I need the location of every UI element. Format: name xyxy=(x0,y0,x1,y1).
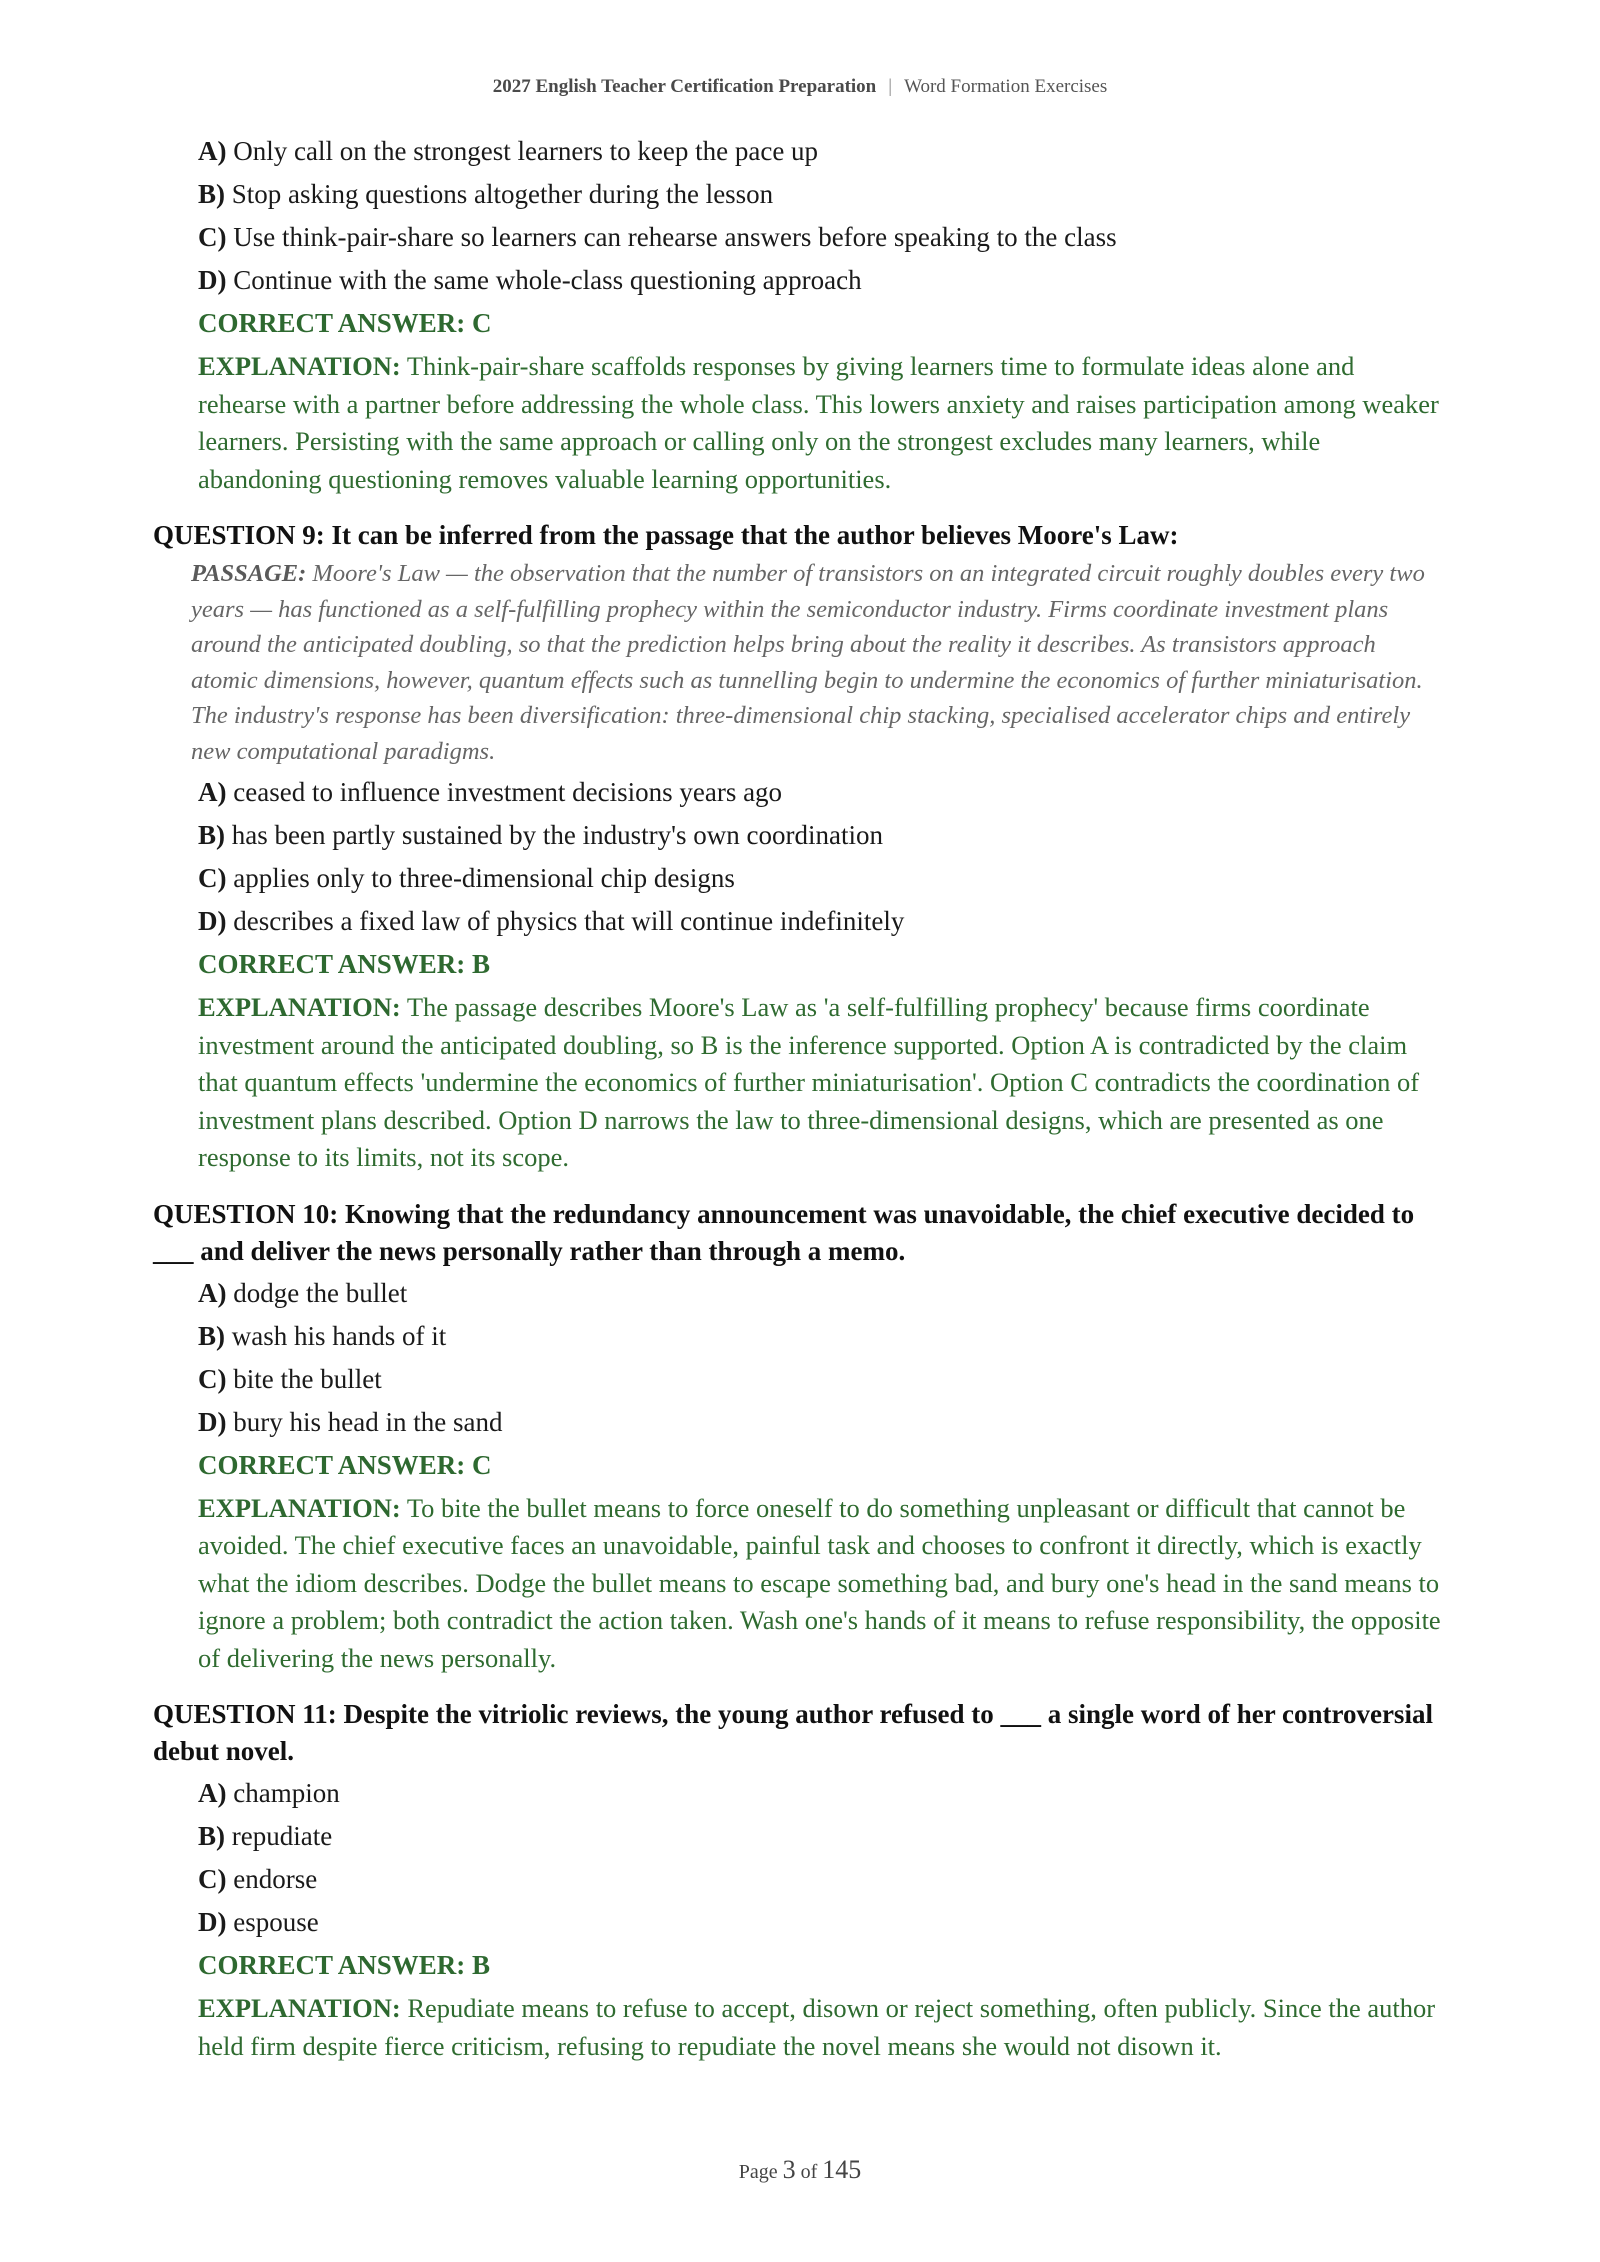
option-letter: C) xyxy=(198,863,227,893)
option-text: has been partly sustained by the industry's own coordination xyxy=(231,820,883,850)
answer-option xyxy=(198,134,1443,177)
explanation xyxy=(198,1490,1443,1678)
explanation-label: EXPLANATION: xyxy=(198,1492,401,1523)
option-text: describes a fixed law of physics that will continue indefinitely xyxy=(233,906,905,936)
total-pages: 145 xyxy=(822,2155,862,2184)
answer-option xyxy=(198,220,1443,263)
option-letter: B) xyxy=(198,1821,225,1851)
option-letter: D) xyxy=(198,1907,227,1937)
answer-option xyxy=(198,818,1443,861)
option-text: Continue with the same whole-class questioning approach xyxy=(233,265,862,295)
option-letter: D) xyxy=(198,265,227,295)
option-letter: C) xyxy=(198,1363,227,1394)
answer-option xyxy=(198,1276,1443,1319)
option-letter: D) xyxy=(198,1406,227,1437)
answer-option xyxy=(198,904,1443,947)
header-title: 2027 English Teacher Certification Preparation xyxy=(492,76,877,97)
correct-answer: CORRECT ANSWER: C xyxy=(198,1449,492,1480)
answer-option xyxy=(198,1776,1443,1819)
option-text: Use think-pair-share so learners can rehearse answers before speaking to the class xyxy=(233,222,1117,252)
page-footer xyxy=(0,2155,1600,2185)
question-heading: QUESTION 11: Despite the vitriolic reviews, the young author refused to ___ a single word of her controversial debut novel. xyxy=(153,1699,1433,1766)
answer-option xyxy=(198,1862,1443,1905)
answer-option xyxy=(198,1905,1443,1948)
passage-label: PASSAGE: xyxy=(191,560,307,587)
explanation xyxy=(198,348,1443,498)
explanation-text: Repudiate means to refuse to accept, disown or reject something, often publicly. Since the author held firm despite fierce criticism, refusing to repudiate the novel means she would not disown it. xyxy=(198,1993,1436,2061)
option-text: Only call on the strongest learners to keep the pace up xyxy=(233,136,819,166)
option-text: wash his hands of it xyxy=(231,1320,447,1351)
option-text: bury his head in the sand xyxy=(233,1406,503,1437)
option-text: bite the bullet xyxy=(233,1363,382,1394)
correct-answer: CORRECT ANSWER: B xyxy=(198,949,491,979)
answer-option xyxy=(198,1362,1443,1405)
explanation-label: EXPLANATION: xyxy=(198,1993,401,2023)
option-text: espouse xyxy=(233,1907,319,1937)
option-text: champion xyxy=(233,1778,340,1808)
option-letter: A) xyxy=(198,777,227,807)
page-content xyxy=(153,134,1443,2065)
correct-answer: CORRECT ANSWER: B xyxy=(198,1950,491,1980)
answer-option xyxy=(198,177,1443,220)
option-text: Stop asking questions altogether during the lesson xyxy=(231,179,774,209)
option-text: applies only to three-dimensional chip designs xyxy=(233,863,735,893)
option-letter: B) xyxy=(198,820,225,850)
option-text: dodge the bullet xyxy=(233,1277,408,1308)
explanation-text: Think-pair-share scaffolds responses by giving learners time to formulate ideas alone and rehearse with a partner before addressing the whole class. This lowers anxiety and raises participation among weaker learners. Persisting with the same approach or calling only on the strongest excludes many learners, while abandoning questioning removes valuable learning opportunities. xyxy=(198,351,1439,494)
answer-option xyxy=(198,1319,1443,1362)
option-letter: A) xyxy=(198,136,227,166)
option-text: endorse xyxy=(233,1864,318,1894)
answer-option xyxy=(198,861,1443,904)
running-header xyxy=(0,76,1600,98)
option-letter: C) xyxy=(198,1864,227,1894)
answer-option xyxy=(198,1405,1443,1448)
explanation xyxy=(198,989,1443,1177)
option-letter: D) xyxy=(198,906,227,936)
header-separator: | xyxy=(888,76,893,97)
option-letter: A) xyxy=(198,1778,227,1808)
correct-answer: CORRECT ANSWER: C xyxy=(198,308,492,338)
explanation-label: EXPLANATION: xyxy=(198,351,401,381)
question-heading: QUESTION 10: Knowing that the redundancy announcement was unavoidable, the chief executive decided to ___ and deliver the news personally rather than through a memo. xyxy=(153,1198,1415,1266)
option-text: ceased to influence investment decisions years ago xyxy=(233,777,783,807)
header-subtitle: Word Formation Exercises xyxy=(904,76,1108,97)
reading-passage xyxy=(191,556,1443,769)
answer-option xyxy=(198,263,1443,306)
passage-text: Moore's Law — the observation that the number of transistors on an integrated circuit roughly doubles every two years — has functioned as a self-fulfilling prophecy within the semiconductor industry. Firms coordinate investment plans around the anticipated doubling, so that the prediction helps bring about the reality it describes. As transistors approach atomic dimensions, however, quantum effects such as tunnelling begin to undermine the economics of further miniaturisation. The industry's response has been diversification: three-dimensional chip stacking, specialised accelerator chips and entirely new computational paradigms. xyxy=(191,560,1425,765)
explanation-text: To bite the bullet means to force oneself to do something unpleasant or difficult that cannot be avoided. The chief executive faces an unavoidable, painful task and chooses to confront it directly, which is exactly what the idiom describes. Dodge the bullet means to escape something bad, and bury one's head in the sand means to ignore a problem; both contradict the action taken. Wash one's hands of it means to refuse responsibility, the opposite of delivering the news personally. xyxy=(198,1492,1441,1673)
option-letter: C) xyxy=(198,222,227,252)
explanation-text: The passage describes Moore's Law as 'a self-fulfilling prophecy' because firms coordinate investment around the anticipated doubling, so B is the inference supported. Option A is contradicted by the claim that quantum effects 'undermine the economics of further miniaturisation'. Option C contradicts the coordination of investment plans described. Option D narrows the law to three-dimensional designs, which are presented as one response to its limits, not its scope. xyxy=(198,992,1420,1172)
option-letter: B) xyxy=(198,179,225,209)
page-number: 3 xyxy=(782,2155,796,2184)
answer-option xyxy=(198,1819,1443,1862)
explanation xyxy=(198,1990,1443,2065)
question-heading: QUESTION 9: It can be inferred from the passage that the author believes Moore's Law: xyxy=(153,520,1179,550)
of-word: of xyxy=(800,2161,818,2183)
answer-option xyxy=(198,775,1443,818)
option-text: repudiate xyxy=(231,1821,333,1851)
option-letter: B) xyxy=(198,1320,225,1351)
page-word: Page xyxy=(738,2161,778,2183)
explanation-label: EXPLANATION: xyxy=(198,992,401,1022)
option-letter: A) xyxy=(198,1277,227,1308)
